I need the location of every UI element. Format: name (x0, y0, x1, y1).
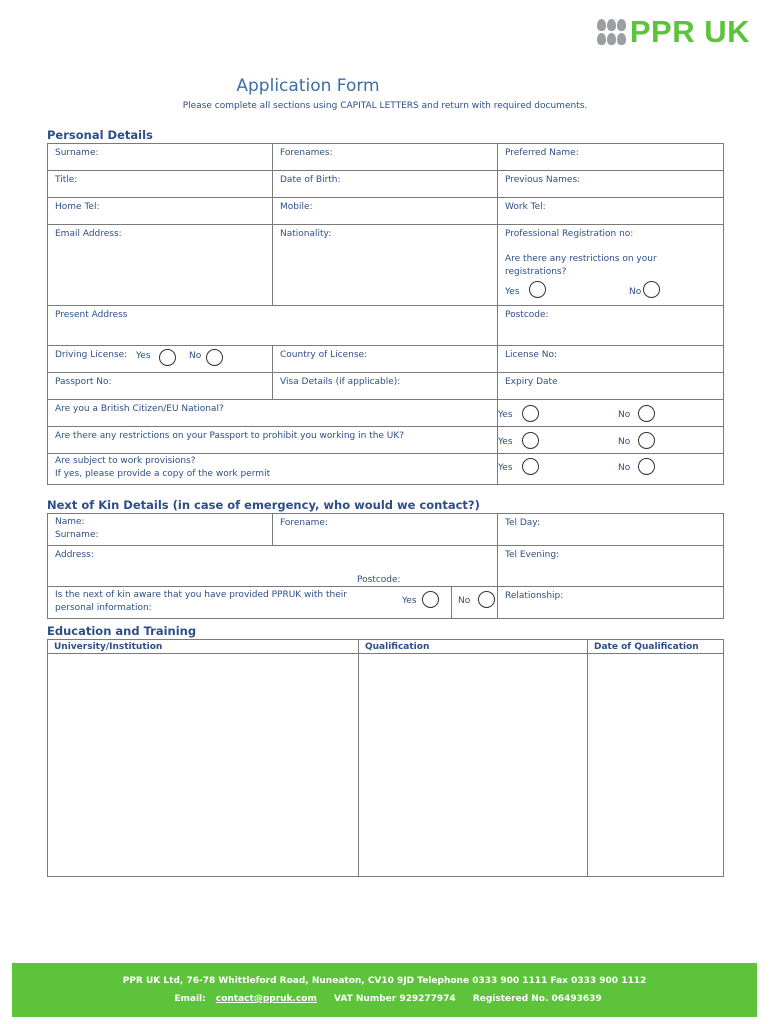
british-citizen-options: Yes No (498, 400, 724, 427)
education-heading: Education and Training (47, 624, 197, 638)
british-yes-radio[interactable] (522, 405, 539, 422)
logo-text: PPR UK (629, 14, 750, 49)
kin-relationship-field[interactable]: Relationship: (498, 587, 724, 619)
preferred-name-field[interactable]: Preferred Name: (498, 144, 724, 171)
mobile-field[interactable]: Mobile: (273, 198, 498, 225)
footer-email-link[interactable]: contact@ppruk.com (215, 994, 317, 1004)
driving-license-field: Driving License: Yes No (48, 346, 273, 373)
work-yes-radio[interactable] (522, 458, 539, 475)
passport-no-radio[interactable] (638, 432, 655, 449)
country-license-field[interactable]: Country of License: (273, 346, 498, 373)
kin-address-field[interactable]: Address: Postcode: (48, 546, 498, 587)
next-of-kin-heading: Next of Kin Details (in case of emergency, who would we contact?) (47, 498, 480, 512)
date-qualification-entry[interactable] (588, 654, 724, 877)
footer-registered: Registered No. 06493639 (472, 994, 602, 1004)
title-field[interactable]: Title: (48, 171, 273, 198)
kin-aware-yes-radio[interactable] (422, 591, 439, 608)
qualification-entry[interactable] (359, 654, 588, 877)
driving-license-no-radio[interactable] (206, 349, 223, 366)
present-address-field[interactable]: Present Address (48, 306, 498, 346)
postcode-field[interactable]: Postcode: (498, 306, 724, 346)
kin-aware-no-radio[interactable] (478, 591, 495, 608)
surname-field[interactable]: Surname: (48, 144, 273, 171)
col-qualification: Qualification (359, 640, 588, 654)
personal-details-table (47, 143, 724, 485)
footer-vat: VAT Number 929277974 (333, 994, 456, 1004)
company-logo (597, 14, 750, 50)
kin-tel-evening-field[interactable]: Tel Evening: (498, 546, 724, 587)
expiry-date-field[interactable]: Expiry Date (498, 373, 724, 400)
col-institution: University/Institution (48, 640, 359, 654)
restrictions-question: Are there any restrictions on your registrations? (505, 254, 657, 277)
kin-name-field[interactable]: Name: Surname: (48, 514, 273, 546)
kin-aware-no-option: No (452, 587, 498, 619)
email-field[interactable]: Email Address: (48, 225, 273, 306)
passport-no-field[interactable]: Passport No: (48, 373, 273, 400)
col-date-qualification: Date of Qualification (588, 640, 724, 654)
kin-forename-field[interactable]: Forename: (273, 514, 498, 546)
license-no-field[interactable]: License No: (498, 346, 724, 373)
professional-registration-field[interactable]: Professional Registration no: Are there any restrictions on your registrations? Yes No (498, 225, 724, 306)
kin-aware-question: Is the next of kin aware that you have provided PPRUK with their personal information: Yes (48, 587, 452, 619)
work-provisions-question: Are subject to work provisions? If yes, please provide a copy of the work permit (48, 454, 498, 485)
passport-restrictions-options: Yes No (498, 427, 724, 454)
passport-yes-radio[interactable] (522, 432, 539, 449)
british-citizen-question: Are you a British Citizen/EU National? (48, 400, 498, 427)
personal-details-heading: Personal Details (47, 128, 153, 142)
form-instructions: Please complete all sections using CAPITAL LETTERS and return with required documents. (182, 101, 588, 111)
logo-mark-icon (597, 19, 626, 46)
footer-address: PPR UK Ltd, 76-78 Whittleford Road, Nuneaton, CV10 9JD Telephone 0333 900 1111 Fax 0333 900 1112 (122, 976, 647, 986)
kin-tel-day-field[interactable]: Tel Day: (498, 514, 724, 546)
next-of-kin-table (47, 513, 724, 619)
visa-field[interactable]: Visa Details (if applicable): (273, 373, 498, 400)
previous-names-field[interactable]: Previous Names: (498, 171, 724, 198)
work-tel-field[interactable]: Work Tel: (498, 198, 724, 225)
education-table (47, 639, 724, 877)
driving-license-yes-radio[interactable] (159, 349, 176, 366)
forenames-field[interactable]: Forenames: (273, 144, 498, 171)
footer-email: Email: contact@ppruk.com (174, 994, 317, 1004)
passport-restrictions-question: Are there any restrictions on your Passport to prohibit you working in the UK? (48, 427, 498, 454)
restrictions-no-radio[interactable] (643, 281, 660, 298)
nationality-field[interactable]: Nationality: (273, 225, 498, 306)
british-no-radio[interactable] (638, 405, 655, 422)
page-title: Application Form (236, 76, 380, 96)
footer-bar (12, 963, 757, 1017)
work-provisions-options: Yes No (498, 454, 724, 485)
dob-field[interactable]: Date of Birth: (273, 171, 498, 198)
restrictions-yes-radio[interactable] (529, 281, 546, 298)
home-tel-field[interactable]: Home Tel: (48, 198, 273, 225)
work-no-radio[interactable] (638, 458, 655, 475)
kin-postcode-label: Postcode: (357, 575, 401, 585)
institution-entry[interactable] (48, 654, 359, 877)
